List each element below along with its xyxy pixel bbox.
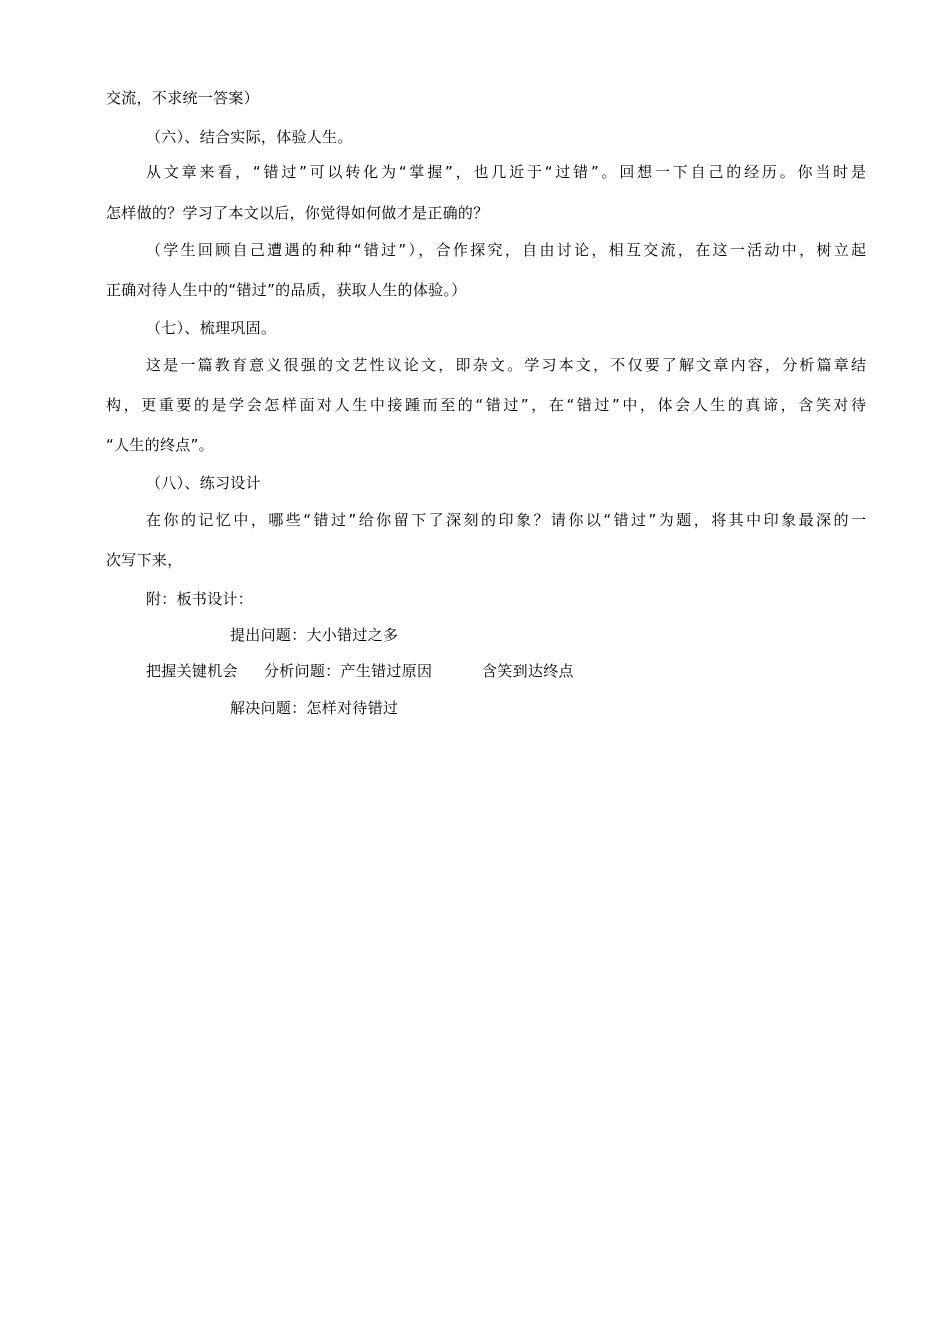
- text-line-3: 从文章来看，“错过”可以转化为“掌握”，也几近于“过错”。回想一下自己的经历。你当时是: [146, 163, 866, 181]
- board-design-label: 附：板书设计：: [146, 590, 254, 608]
- text-line-5: （学生回顾自己遭遇的种种“错过”），合作探究，自由讨论，相互交流，在这一活动中，树立起: [146, 241, 866, 259]
- section-heading-6: （六）、结合实际，体验人生。: [146, 128, 353, 146]
- section-heading-7: （七）、梳理巩固。: [146, 319, 277, 337]
- section-heading-8: （八）、练习设计: [146, 474, 261, 492]
- board-row-2-middle: 分析问题：产生错过原因: [264, 662, 433, 680]
- board-row-2-left: 把握关键机会: [146, 662, 238, 680]
- text-line-12: 在你的记忆中，哪些“错过”给你留下了深刻的印象？请你以“错过”为题，将其中印象最深的一: [146, 511, 866, 529]
- board-row-3: 解决问题：怎样对待错过: [230, 699, 399, 717]
- text-line-9: 构，更重要的是学会怎样面对人生中接踵而至的“错过”，在“错过”中，体会人生的真谛，含笑对待: [106, 396, 866, 414]
- text-line-10: “人生的终点”。: [106, 436, 214, 454]
- text-line-1: 交流，不求统一答案）: [106, 89, 260, 107]
- text-line-6: 正确对待人生中的“错过”的品质，获取人生的体验。）: [106, 281, 467, 299]
- board-row-1: 提出问题：大小错过之多: [230, 626, 399, 644]
- board-row-2-right: 含笑到达终点: [482, 662, 574, 680]
- text-line-8: 这是一篇教育意义很强的文艺性议论文，即杂文。学习本文，不仅要了解文章内容，分析篇章结: [146, 356, 866, 374]
- text-line-13: 次写下来，: [106, 551, 183, 569]
- text-line-4: 怎样做的？学习了本文以后，你觉得如何做才是正确的？: [106, 204, 489, 222]
